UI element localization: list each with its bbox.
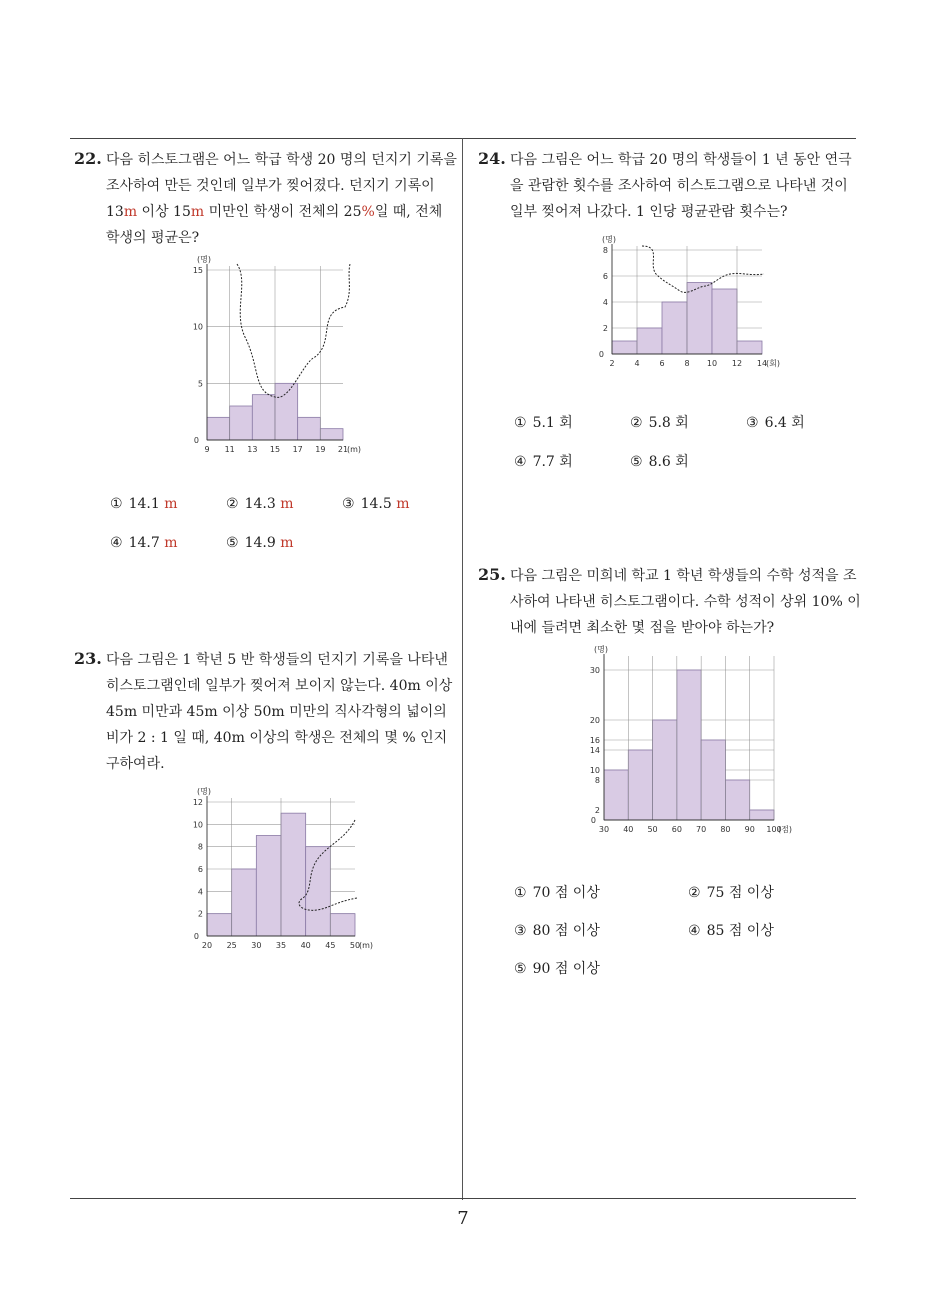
x-tick-label: 9 xyxy=(204,445,210,454)
question-25 xyxy=(478,562,862,641)
histogram-bar xyxy=(677,670,701,820)
unit-m: m xyxy=(190,204,205,220)
x-tick-label: 35 xyxy=(275,941,287,950)
choice-3[interactable]: ③ 6.4 회 xyxy=(746,415,805,431)
unit-percent: % xyxy=(361,204,375,220)
x-tick-label: 90 xyxy=(744,825,755,834)
x-tick-label: 11 xyxy=(224,445,235,454)
x-tick-label: 14 xyxy=(756,359,768,368)
histogram-bar xyxy=(207,914,232,936)
y-tick-label: 2 xyxy=(602,324,608,333)
choice-1[interactable]: ① 5.1 회 xyxy=(514,415,573,431)
histogram-bar xyxy=(701,740,725,820)
y-tick-label: 4 xyxy=(602,298,608,307)
question-number: 22. xyxy=(74,149,102,168)
y-tick-label: 5 xyxy=(197,379,203,389)
y-axis-label: (명) xyxy=(602,235,616,244)
histogram-bar xyxy=(604,770,628,820)
histogram-bar xyxy=(256,836,281,937)
question-22-text: 22. 다음 히스토그램은 어느 학급 학생 20 명의 던지기 기록을 조사하여 만든 것인데 일부가 찢어졌다. 던지기 기록이 13m 이상 15m 미만인 학생이 전체의 25%일 때, 전체 학생의 평균은? xyxy=(74,146,458,251)
x-tick-label: 100 xyxy=(766,825,782,834)
histogram-bar xyxy=(712,289,737,354)
y-tick-label: 2 xyxy=(594,806,600,815)
x-tick-label: 40 xyxy=(300,941,311,950)
y-tick-label: 10 xyxy=(192,322,203,332)
histogram-bar xyxy=(653,720,677,820)
x-tick-label: 6 xyxy=(659,359,665,368)
y-tick-label: 20 xyxy=(589,716,600,725)
histogram-bar xyxy=(612,341,637,354)
x-tick-label: 15 xyxy=(269,445,281,454)
question-25-text: 25. 다음 그림은 미희네 학교 1 학년 학생들의 수학 성적을 조사하여 나타낸 히스토그램이다. 수학 성적이 상위 10% 이내에 들려면 최소한 몇 점을 받아야 하는가? xyxy=(478,562,862,641)
origin-label: 0 xyxy=(598,350,604,359)
x-tick-label: 60 xyxy=(671,825,682,834)
histogram-bar xyxy=(750,810,774,820)
choice-2[interactable]: ② 5.8 회 xyxy=(630,415,689,431)
x-tick-label: 8 xyxy=(684,359,690,368)
x-tick-label: 45 xyxy=(325,941,336,950)
histogram-bar xyxy=(230,406,253,440)
y-tick-label: 10 xyxy=(589,766,600,775)
y-tick-label: 6 xyxy=(197,865,203,874)
x-tick-label: 80 xyxy=(720,825,731,834)
bottom-rule xyxy=(70,1198,856,1199)
y-tick-label: 15 xyxy=(192,266,203,275)
y-tick-label: 2 xyxy=(197,909,203,919)
histogram-bar xyxy=(281,813,306,936)
histogram-bar xyxy=(275,383,298,440)
choice-5[interactable]: ⑤ 14.9 m xyxy=(226,535,294,551)
choice-1[interactable]: ① 14.1 m xyxy=(110,496,178,512)
choice-2[interactable]: ② 14.3 m xyxy=(226,496,294,512)
question-number: 24. xyxy=(478,149,506,168)
column-divider xyxy=(462,138,463,1200)
y-tick-label: 8 xyxy=(602,246,608,255)
y-axis-label: (명) xyxy=(197,255,211,264)
histogram-q22 xyxy=(185,252,380,457)
page-number: 7 xyxy=(457,1208,469,1229)
question-24 xyxy=(478,146,862,225)
y-axis-label: (명) xyxy=(197,787,211,796)
question-23-text: 23. 다음 그림은 1 학년 5 반 학생들의 던지기 기록을 나타낸 히스토그램인데 일부가 찢어져 보이지 않는다. 40m 이상 45m 미만과 45m 이상 50m 미만의 직사각형의 넓이의 비가 2 : 1 일 때, 40m 이상의 학생은 전체의 몇 % 인지 구하여라. xyxy=(74,646,458,777)
histogram-bar xyxy=(725,780,749,820)
torn-edge xyxy=(237,264,350,397)
y-tick-label: 8 xyxy=(594,776,600,785)
x-tick-label: 10 xyxy=(706,359,718,368)
choice-4[interactable]: ④ 14.7 m xyxy=(110,535,178,551)
histogram-bar xyxy=(306,847,331,936)
x-axis-label: (m) xyxy=(359,941,374,950)
choice-5[interactable]: ⑤ 8.6 회 xyxy=(630,454,689,470)
x-tick-label: 50 xyxy=(349,941,361,950)
histogram-bar xyxy=(298,417,321,440)
y-axis-label: (명) xyxy=(594,645,608,654)
x-tick-label: 4 xyxy=(634,359,640,368)
question-number: 23. xyxy=(74,649,102,668)
x-tick-label: 70 xyxy=(696,825,707,834)
choice-3[interactable]: ③ 14.5 m xyxy=(342,496,410,512)
x-tick-label: 30 xyxy=(598,825,610,834)
x-axis-label: (m) xyxy=(347,445,362,454)
question-22 xyxy=(74,146,458,251)
question-23 xyxy=(74,646,458,777)
x-tick-label: 12 xyxy=(731,359,743,368)
x-tick-label: 50 xyxy=(647,825,658,834)
y-tick-label: 14 xyxy=(589,746,600,755)
histogram-bar xyxy=(232,869,257,936)
x-axis-label: (점) xyxy=(778,825,792,834)
unit-m: m xyxy=(123,204,138,220)
x-tick-label: 25 xyxy=(226,941,237,950)
x-tick-label: 19 xyxy=(315,445,326,454)
histogram-q24 xyxy=(590,236,785,368)
top-rule xyxy=(70,138,856,139)
x-tick-label: 40 xyxy=(623,825,634,834)
origin-label: 0 xyxy=(193,932,199,941)
histogram-bar xyxy=(207,417,230,440)
choice-2[interactable]: ② 75 점 이상 xyxy=(688,885,774,901)
x-tick-label: 2 xyxy=(609,359,615,368)
y-tick-label: 8 xyxy=(197,842,203,852)
y-tick-label: 12 xyxy=(192,798,203,807)
x-tick-label: 17 xyxy=(292,445,303,454)
x-tick-label: 20 xyxy=(201,941,213,950)
histogram-bar xyxy=(637,328,662,354)
x-axis-label: (회) xyxy=(766,359,780,368)
histogram-bar xyxy=(628,750,652,820)
origin-label: 0 xyxy=(193,436,199,445)
choice-1[interactable]: ① 70 점 이상 xyxy=(514,885,600,901)
y-tick-label: 6 xyxy=(602,272,608,281)
choice-5[interactable]: ⑤ 90 점 이상 xyxy=(514,961,600,977)
histogram-bar xyxy=(687,283,712,355)
histogram-bar xyxy=(252,395,275,440)
y-tick-label: 16 xyxy=(589,736,600,745)
x-tick-label: 13 xyxy=(247,445,258,454)
choice-4[interactable]: ④ 85 점 이상 xyxy=(688,923,774,939)
y-tick-label: 30 xyxy=(589,666,600,675)
histogram-q25 xyxy=(582,644,792,842)
choice-4[interactable]: ④ 7.7 회 xyxy=(514,454,573,470)
origin-label: 0 xyxy=(590,816,596,825)
x-tick-label: 21 xyxy=(337,445,349,454)
x-tick-label: 30 xyxy=(251,941,262,950)
choice-3[interactable]: ③ 80 점 이상 xyxy=(514,923,600,939)
question-number: 25. xyxy=(478,565,506,584)
histogram-q23 xyxy=(185,780,380,955)
question-24-text: 24. 다음 그림은 어느 학급 20 명의 학생들이 1 년 동안 연극을 관람한 횟수를 조사하여 히스토그램으로 나타낸 것이 일부 찢어져 나갔다. 1 인당 평균관람 횟수는? xyxy=(478,146,862,225)
y-tick-label: 4 xyxy=(197,887,203,897)
histogram-bar xyxy=(320,429,343,440)
histogram-bar xyxy=(737,341,762,354)
histogram-bar xyxy=(330,914,355,936)
histogram-bar xyxy=(662,302,687,354)
y-tick-label: 10 xyxy=(192,820,203,830)
